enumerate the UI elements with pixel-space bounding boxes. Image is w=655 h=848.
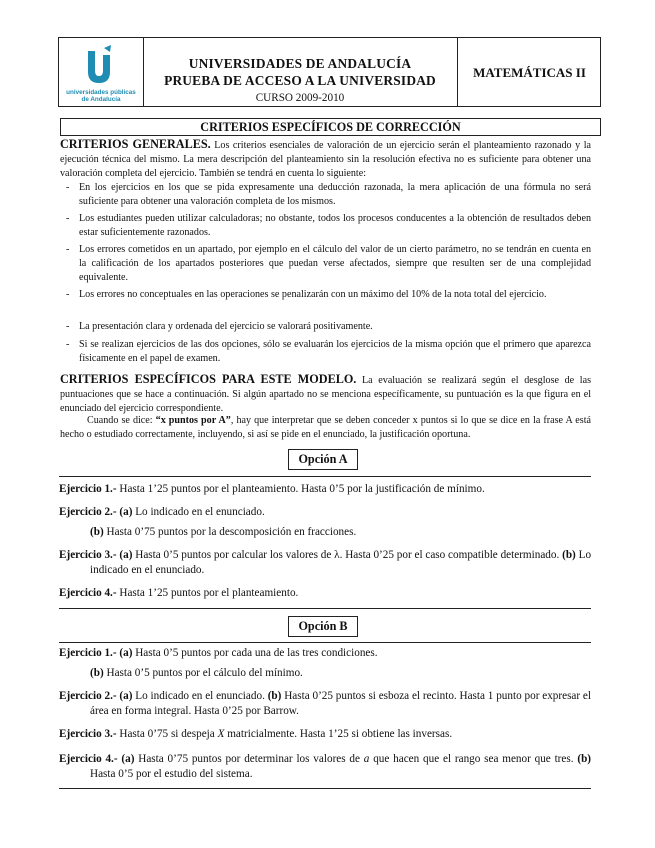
list-item: - La presentación clara y ordenada del ejercicio se valorará positivamente.: [66, 321, 373, 332]
university-logo-icon: [85, 45, 113, 85]
option-a-exercise-2b: (b) Hasta 0’75 puntos por la descomposición en fracciones.: [90, 526, 357, 538]
option-a-label: Opción A: [288, 449, 358, 470]
option-a-exercise-1: Ejercicio 1.- Hasta 1’25 puntos por el planteamiento. Hasta 0’5 por la justificación de mínimo.: [59, 483, 485, 495]
header-title-line2: PRUEBA DE ACCESO A LA UNIVERSIDAD: [164, 73, 436, 88]
general-criteria-text: Los criterios esenciales de valoración de un ejercicio serán el planteamiento razonado y la ejecución técnica del mismo. La mera descripción del planteamiento sin la resolución efectiva no es suficiente para obtener una valoración completa del ejercicio. También se tendrá en cuenta lo siguiente:: [60, 140, 591, 179]
specific-criteria-intro: [60, 372, 591, 416]
logo-text-line2: de Andalucía: [81, 96, 121, 103]
course-year: CURSO 2009-2010: [255, 92, 345, 104]
option-b-exercise-1b: (b) Hasta 0’5 puntos por el cálculo del mínimo.: [90, 667, 303, 679]
divider: [59, 608, 591, 609]
option-b-exercise-4: Ejercicio 4.- (a) Hasta 0’75 puntos por determinar los valores de a que hacen que el rango sea menor que tres. (b) Hasta 0’5 por el estudio del sistema.: [59, 753, 592, 780]
list-item: - Los errores cometidos en un apartado, por ejemplo en el cálculo del valor de un cierto parámetro, no se tendrán en cuenta en la calificación de los apartados posteriores que puedan verse afectados, siempre que resulten ser de una complejidad equivalente.: [66, 244, 591, 283]
option-b-exercise-1: Ejercicio 1.- (a) Hasta 0’5 puntos por cada una de las tres condiciones.: [59, 647, 378, 659]
page-header: [58, 37, 601, 107]
option-b-exercise-2: Ejercicio 2.- (a) Lo indicado en el enunciado. (b) Hasta 0’25 puntos si esboza el recinto. Hasta 1 punto por expresar el área en forma integral. Hasta 0’25 por Barrow.: [59, 690, 592, 717]
specific-criteria-text: La evaluación se realizará según el desglose de las puntuaciones que se hace a continuación. Si algún apartado no se menciona específicamente, su puntuación es la que figura en el enunciado del ejercicio correspondiente.: [60, 375, 592, 414]
list-item: - Los estudiantes pueden utilizar calculadoras; no obstante, todos los procesos conducentes a la obtención de resultados deben estar suficientemente razonados.: [66, 213, 591, 238]
general-criteria-intro: [60, 137, 591, 181]
logo-text-line1: universidades públicas: [66, 89, 136, 96]
list-item: - En los ejercicios en los que se pida expresamente una deducción razonada, la mera aplicación de una fórmula no será suficiente para obtener una valoración completa de los mismos.: [66, 182, 591, 207]
general-criteria-heading: CRITERIOS GENERALES.: [60, 137, 211, 151]
divider: [59, 788, 591, 789]
option-a-exercise-4: Ejercicio 4.- Hasta 1’25 puntos por el planteamiento.: [59, 587, 299, 599]
list-item: - Si se realizan ejercicios de las dos opciones, sólo se evaluarán los ejercicios de la misma opción que el primero que aparezca físicamente en el papel de examen.: [66, 339, 591, 364]
option-a-exercise-2: Ejercicio 2.- (a) Lo indicado en el enunciado.: [59, 506, 265, 518]
header-title-line1: UNIVERSIDADES DE ANDALUCÍA: [188, 56, 412, 71]
option-b-label: Opción B: [288, 616, 358, 637]
specific-criteria-heading: CRITERIOS ESPECÍFICOS PARA ESTE MODELO.: [60, 372, 357, 386]
divider: [59, 642, 591, 643]
university-logo: [59, 38, 143, 106]
subject-title: MATEMÁTICAS II: [473, 65, 586, 80]
option-a-exercise-3: Ejercicio 3.- (a) Hasta 0’5 puntos por calcular los valores de λ. Hasta 0’25 por el caso compatible determinado. (b) Lo indicado en el enunciado.: [59, 549, 592, 576]
option-b-exercise-3: Ejercicio 3.- Hasta 0’75 si despeja X matricialmente. Hasta 1’25 si obtiene las inversas.: [59, 728, 453, 740]
list-item: - Los errores no conceptuales en las operaciones se penalizarán con un máximo del 10% de la nota total del ejercicio.: [66, 289, 547, 300]
section-title: CRITERIOS ESPECÍFICOS DE CORRECCIÓN: [60, 118, 601, 136]
scoring-note: Cuando se dice: “x puntos por A”, hay que interpretar que se deben conceder x puntos si lo que se dice en la frase A está hecho o estudiado correctamente, incluyendo, si así se pide en el enunciado, la justificación oportuna.: [60, 415, 591, 440]
divider: [59, 476, 591, 477]
